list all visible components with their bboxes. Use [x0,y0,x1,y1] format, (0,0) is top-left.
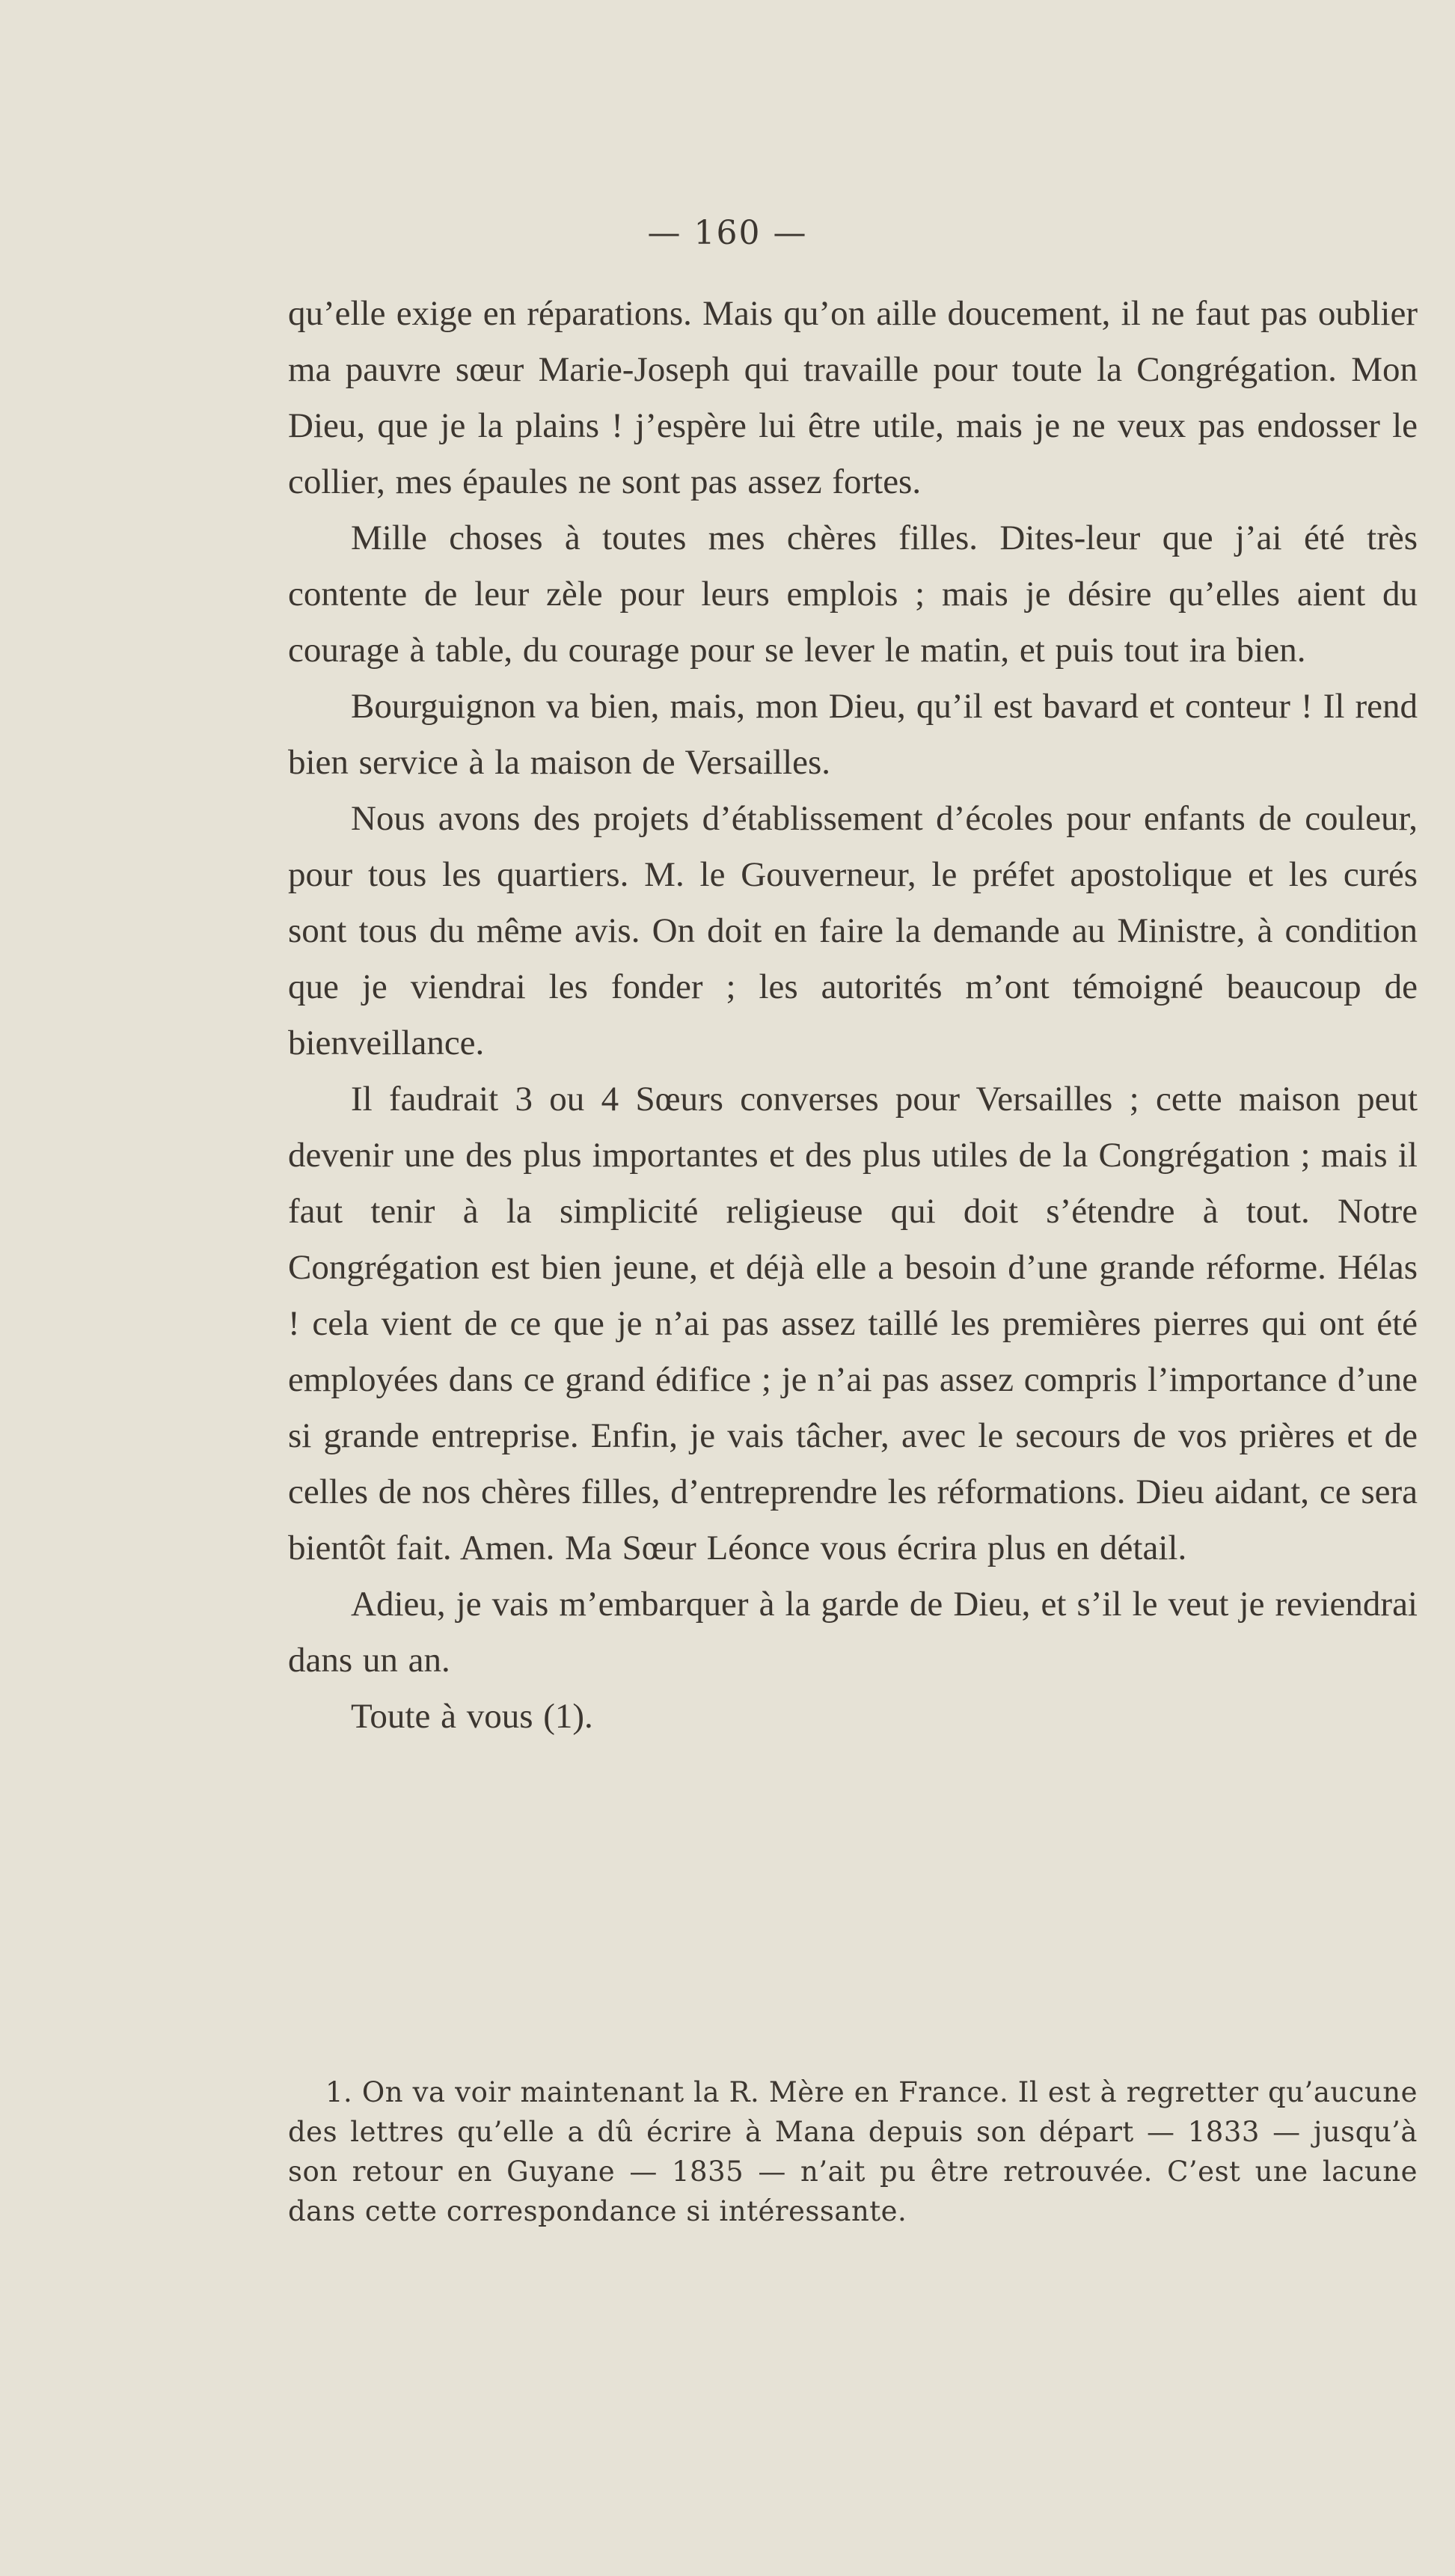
page-number: — 160 — [647,214,808,252]
paragraph: qu’elle exige en réparations. Mais qu’on aille doucement, il ne faut pas oublier ma pauvre sœur Marie-Joseph qui travaille pour toute la Congrégation. Mon Dieu, que je la plains ! j’espère lui être utile, mais je ne veux pas endosser le collier, mes épaules ne sont pas assez fortes. [288,294,1418,501]
paragraph: Nous avons des projets d’établissement d’écoles pour enfants de couleur, pour tous les quartiers. M. le Gouverneur, le préfet apostolique et les curés sont tous du même avis. On doit en faire la demande au Ministre, à condition que je viendrai les fonder ; les autorités m’ont témoigné beaucoup de bienveillance. [288,799,1418,1062]
footnote-text: 1. On va voir maintenant la R. Mère en France. Il est à regretter qu’aucune des lettres qu’elle a dû écrire à Mana depuis son départ — 1833 — jusqu’à son retour en Guyane — 1835 — n’ait pu être retrouvée. C’est une lacune dans cette correspondance si intéressante. [288,2076,1418,2227]
paragraph: Bourguignon va bien, mais, mon Dieu, qu’il est bavard et conteur ! Il rend bien service à la maison de Versailles. [288,687,1418,782]
paragraph: Adieu, je vais m’embarquer à la garde de Dieu, et s’il le veut je reviendrai dans un an. [288,1585,1418,1680]
paragraph: Toute à vous (1). [351,1697,593,1736]
footnote [288,2072,1418,2231]
paragraph: Il faudrait 3 ou 4 Sœurs converses pour Versailles ; cette maison peut devenir une des plus importantes et des plus utiles de la Congrégation ; mais il faut tenir à la simplicité religieuse qui doit s’étendre à tout. Notre Congrégation est bien jeune, et déjà elle a besoin d’une grande réforme. Hélas ! cela vient de ce que je n’ai pas assez taillé les premières pierres qui ont été employées dans ce grand édifice ; je n’ai pas assez compris l’importance d’une si grande entreprise. Enfin, je vais tâcher, avec le secours de vos prières et de celles de nos chères filles, d’entreprendre les réformations. Dieu aidant, ce sera bientôt fait. Amen. Ma Sœur Léonce vous écrira plus en détail. [288,1080,1418,1567]
paragraph: Mille choses à toutes mes chères filles. Dites-leur que j’ai été très contente de leur zèle pour leurs emplois ; mais je désire qu’elles aient du courage à table, du courage pour se lever le matin, et puis tout ira bien. [288,518,1418,670]
body-text [288,286,1418,1745]
